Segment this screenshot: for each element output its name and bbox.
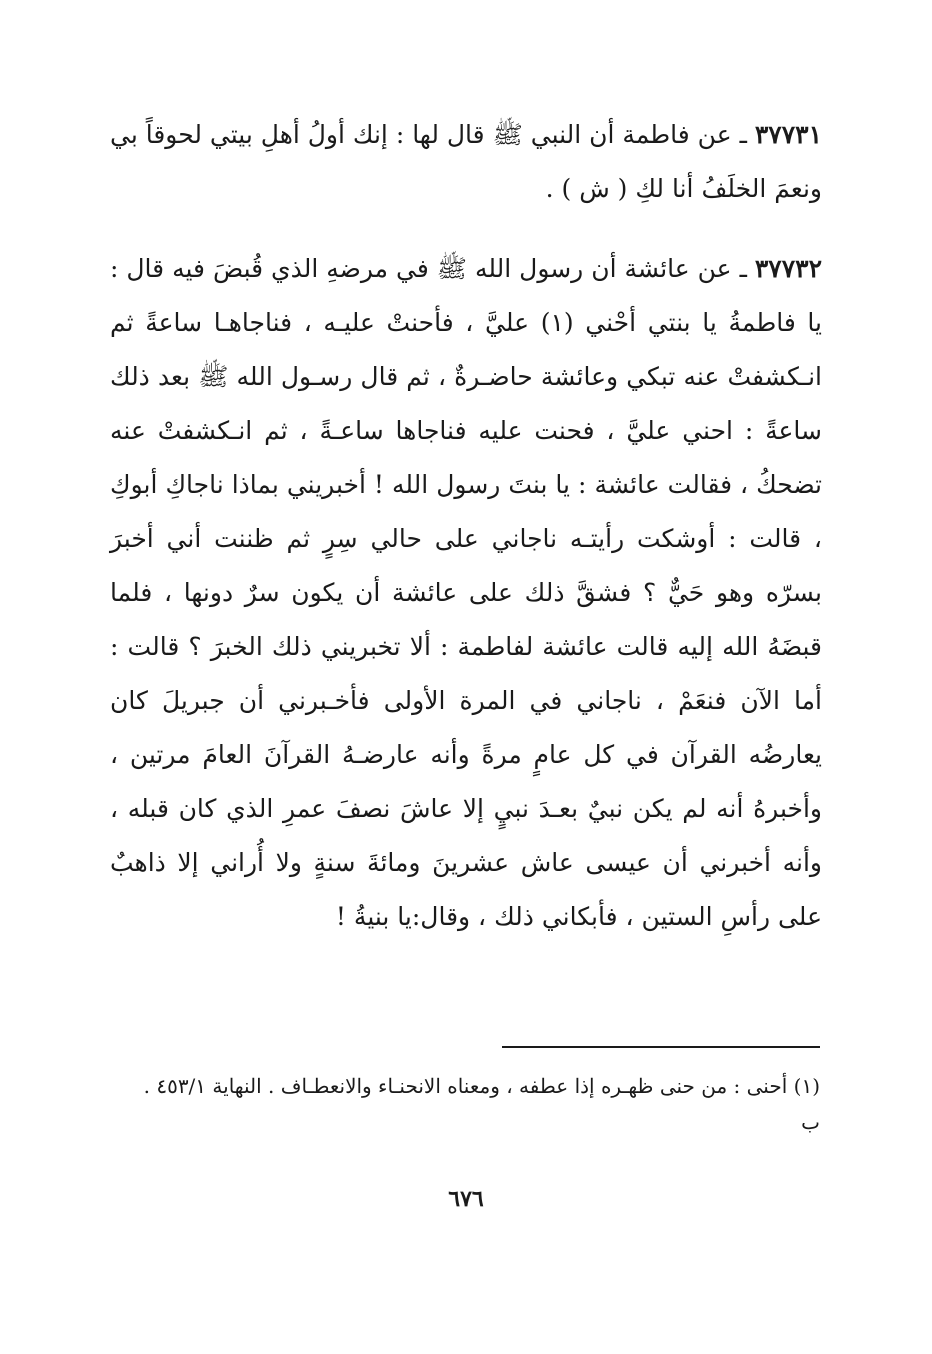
footnote-divider	[502, 1046, 820, 1048]
footnote-marker: (١)	[793, 1074, 820, 1098]
hadith-37731	[110, 108, 822, 216]
hadith-number: ٣٧٧٣٢	[754, 254, 822, 283]
hadith-text: ـ عن فاطمة أن النبي ﷺ قال لها : إنك أولُ أهلِ بيتي لحوقاً بي ونعمَ الخلَفُ أنا لكِ ( ش ) .	[110, 120, 822, 203]
page-number: ٦٧٦	[448, 1186, 484, 1212]
hadith-text: ـ عن عائشة أن رسول الله ﷺ في مرضهِ الذي قُبضَ فيه قال : يا فاطمةُ يا بنتي أحْني (١) عليَّ ، فأحنتْ عليـه ، فناجاهـا ساعةً ثم انـكشفتْ عنه تبكي وعائشة حاضـرةٌ ، ثم قال رسـول الله ﷺ بعد ذلك ساعةً : احني عليَّ ، فحنت عليه فناجاها ساعـةً ، ثم انـكشفتْ عنه تضحكُ ، فقالت عائشة : يا بنتَ رسول الله ! أخبريني بماذا ناجاكِ أبوكِ ، قالت : أوشكت رأيتـه ناجاني على حالي سِرٍ ثم ظننت أني أخبرَ بسرّه وهو حَيٌّ ؟ فشقَّ ذلك على عائشة أن يكون سرٌ دونها ، فلما قبضَهُ الله إليه قالت عائشة لفاطمة : ألا تخبريني ذلك الخبرَ ؟ قالت : أما الآن فنعَمْ ، ناجاني في المرة الأولى فأخـبرني أن جبريلَ كان يعارضُه القرآن في كل عامٍ مرةً وأنه عارضـهُ القرآنَ العامَ مرتين ، وأخبرهُ أنه لم يكن نبيٌ بعـدَ نبيٍ إلا عاشَ نصفَ عمرِ الذي كان قبله ، وأنه أخبرني أن عيسى عاش عشرينَ ومائةَ سنةٍ ولا أُراني إلا ذاهبٌ على رأسِ الستين ، فأبكاني ذلك ، وقال:يا بنيةُ !	[110, 254, 823, 931]
hadith-number: ٣٧٧٣١	[754, 120, 822, 149]
footnote	[120, 1068, 820, 1140]
footnote-text: أحنى : من حنى ظهـره إذا عطفه ، ومعناه الانحنـاء والانعطـاف . النهاية ٤٥٣/١ . ب	[143, 1074, 820, 1134]
hadith-37732	[110, 242, 822, 944]
